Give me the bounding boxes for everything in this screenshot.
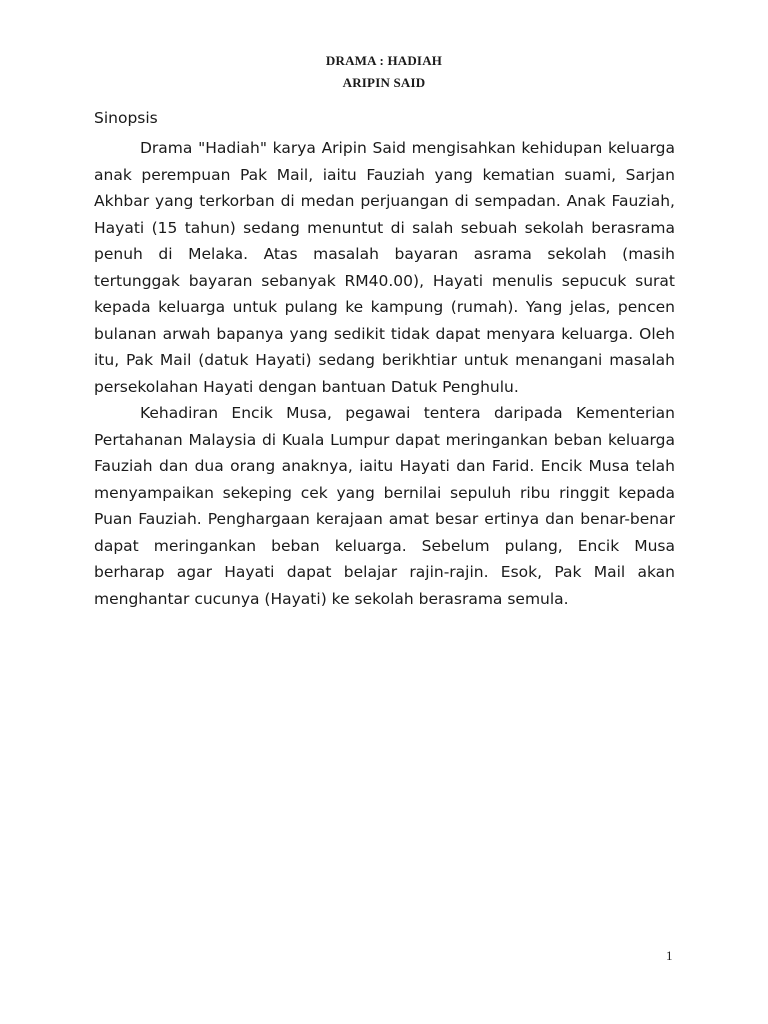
synopsis-body (94, 135, 675, 612)
section-heading: Sinopsis (94, 109, 158, 127)
title-block (0, 50, 768, 94)
document-title: DRAMA : HADIAH (325, 53, 443, 68)
paragraph-1: Drama "Hadiah" karya Aripin Said mengisahkan kehidupan keluarga anak perempuan Pak Mail, iaitu Fauziah yang kematian suami, Sarjan Akhbar yang terkorban di medan perjuangan di sempadan. Anak Fauziah, Hayati (15 tahun) sedang menuntut di salah sebuah sekolah berasrama penuh di Melaka. Atas masalah bayaran asrama sekolah (masih tertunggak bayaran sebanyak RM40.00), Hayati menulis sepucuk surat kepada keluarga untuk pulang ke kampung (rumah). Yang jelas, pencen bulanan arwah bapanya yang sedikit tidak dapat menyara keluarga. Oleh itu, Pak Mail (datuk Hayati) sedang berikhtiar untuk menangani masalah persekolahan Hayati dengan bantuan Datuk Penghulu. (94, 139, 675, 396)
document-author: ARIPIN SAID (342, 75, 426, 90)
page-number: 1 (666, 948, 673, 963)
paragraph-2: Kehadiran Encik Musa, pegawai tentera daripada Kementerian Pertahanan Malaysia di Kuala Lumpur dapat meringankan beban keluarga Fauziah dan dua orang anaknya, iaitu Hayati dan Farid. Encik Musa telah menyampaikan sekeping cek yang bernilai sepuluh ribu ringgit kepada Puan Fauziah. Penghargaan kerajaan amat besar ertinya dan benar-benar dapat meringankan beban keluarga. Sebelum pulang, Encik Musa berharap agar Hayati dapat belajar rajin-rajin. Esok, Pak Mail akan menghantar cucunya (Hayati) ke sekolah berasrama semula. (94, 404, 675, 608)
